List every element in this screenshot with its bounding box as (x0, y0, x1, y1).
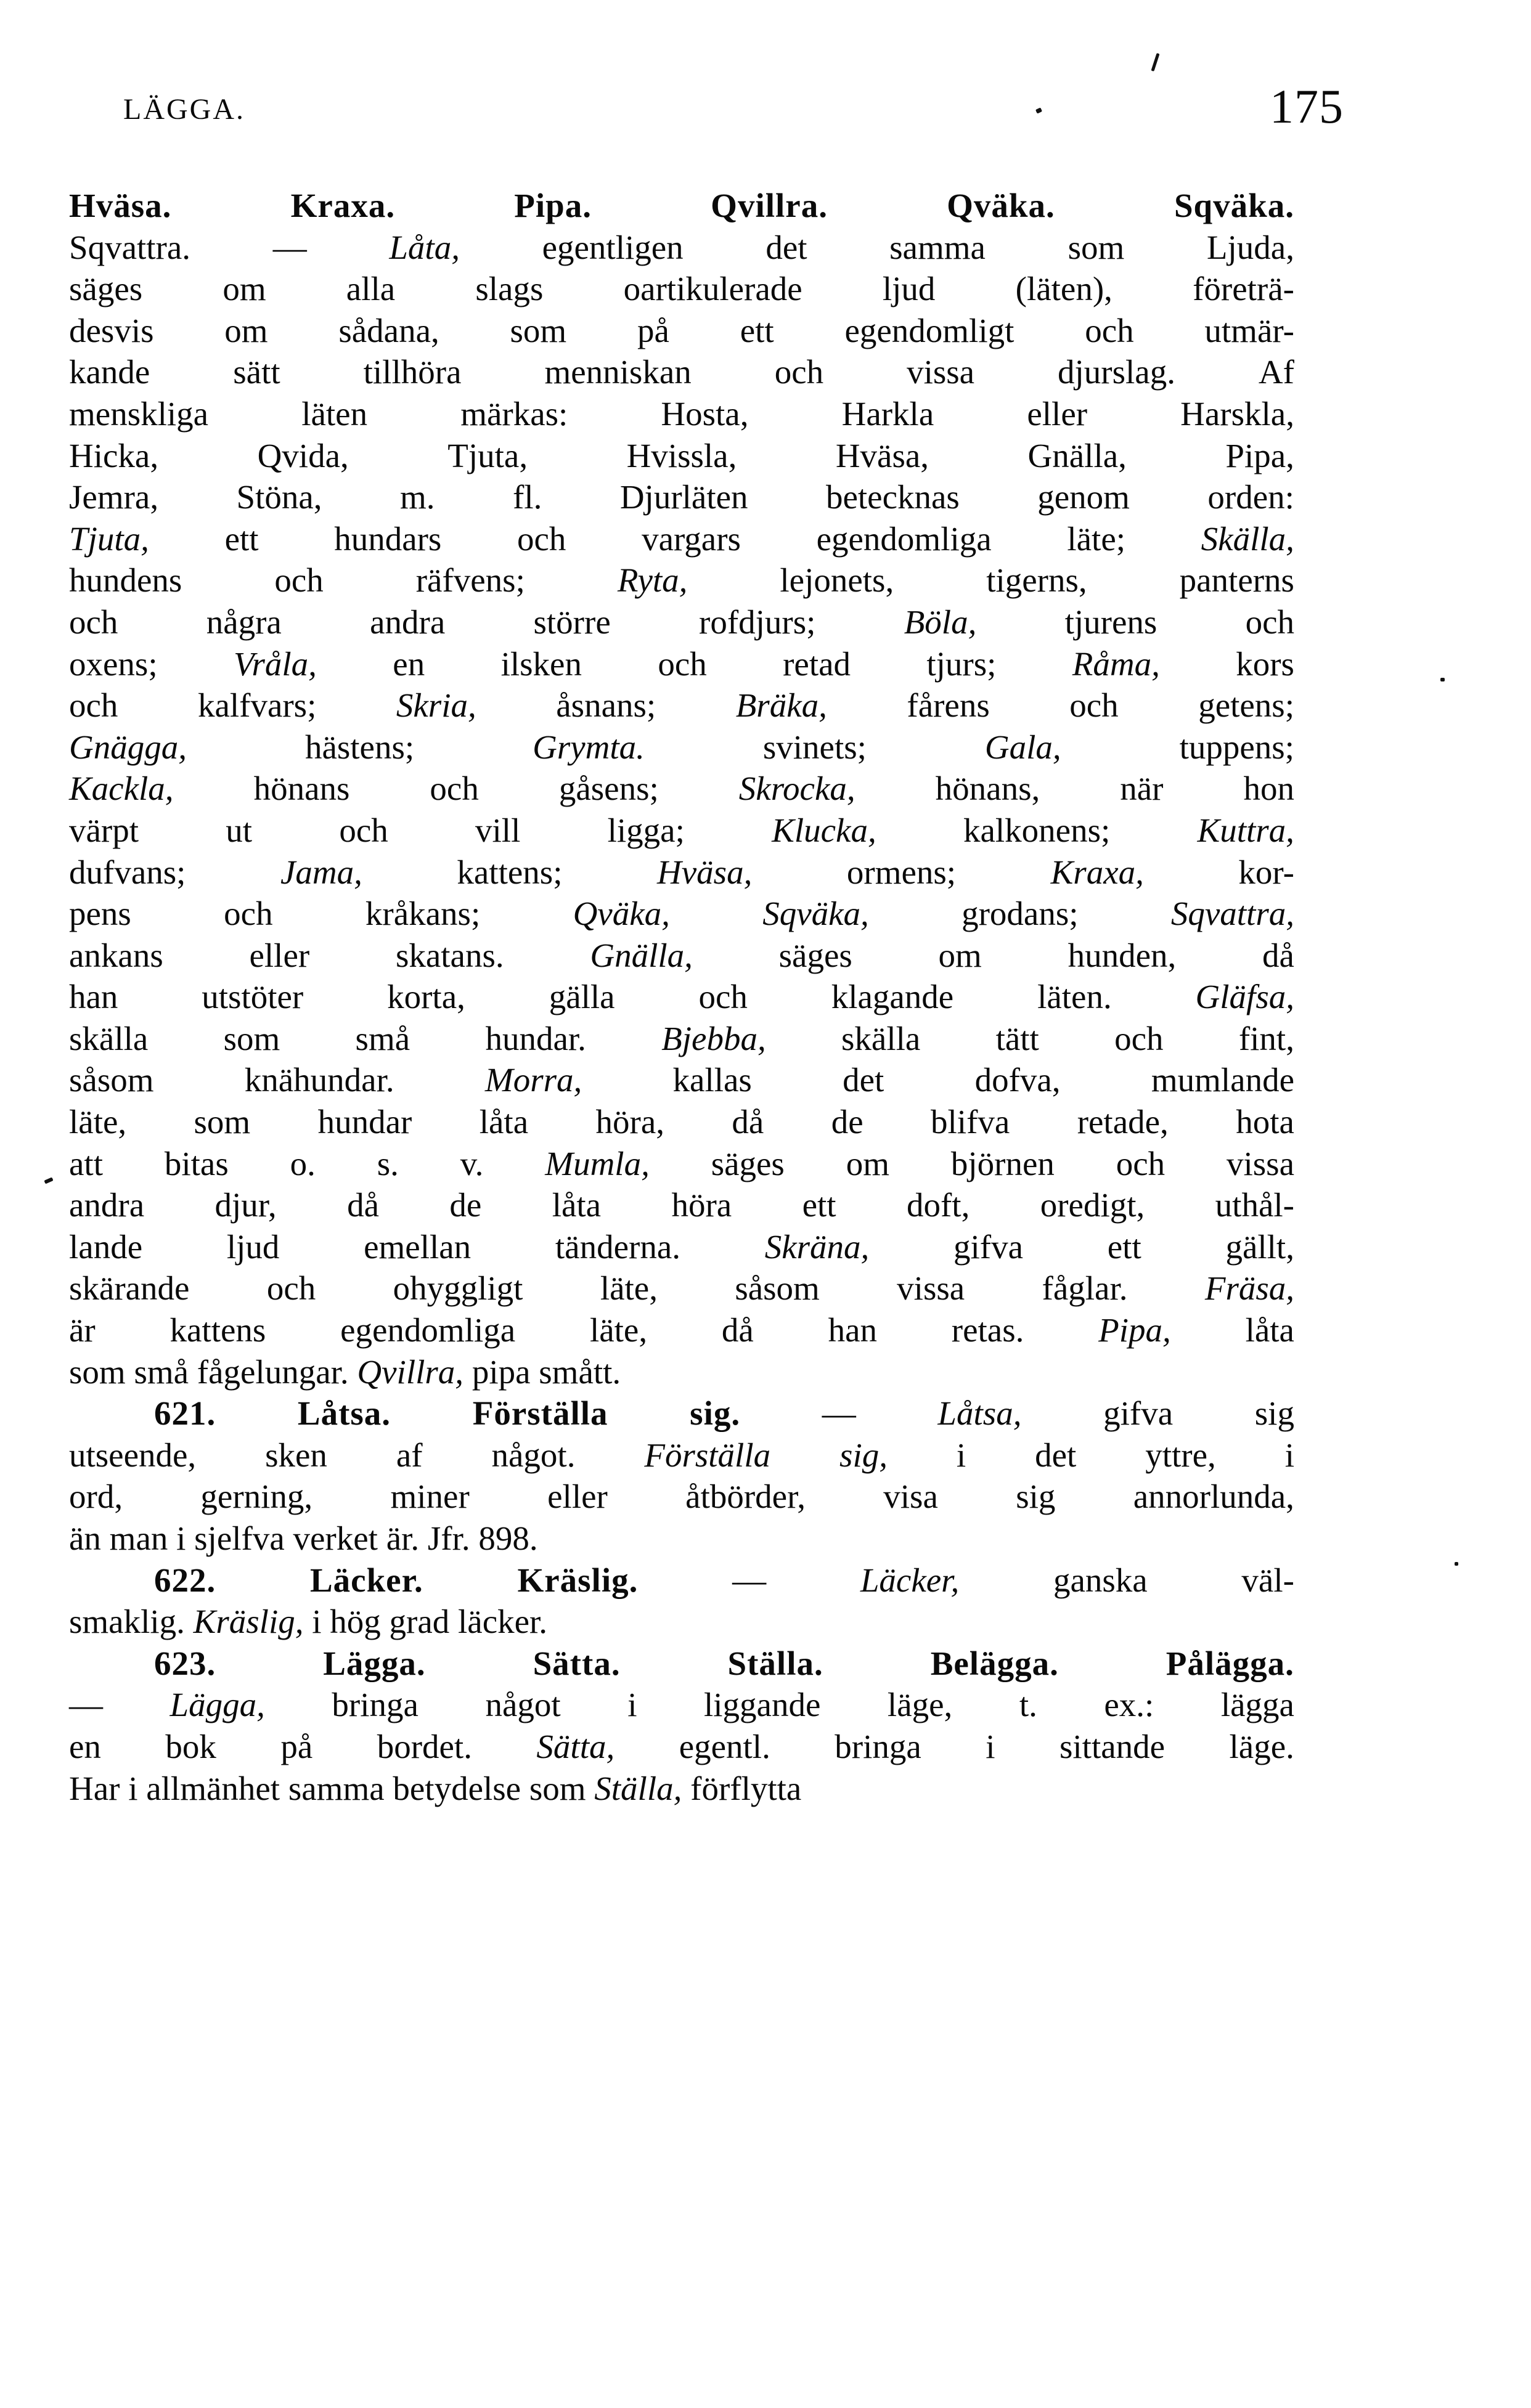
text-line: och kalfvars; Skria, åsnans; Bräka, fårens och getens; (69, 686, 1294, 725)
text-line: än man i sjelfva verket är. Jfr. 898. (69, 1519, 538, 1557)
text-line: Jemra, Stöna, m. fl. Djurläten betecknas genom orden: (69, 478, 1294, 516)
text-line: Hicka, Qvida, Tjuta, Hvissla, Hväsa, Gnälla, Pipa, (69, 436, 1294, 474)
text-line: 621. Låtsa. Förställa sig. — Låtsa, gifva sig (154, 1394, 1294, 1433)
text-line: ankans eller skatans. Gnälla, säges om hunden, då (69, 936, 1294, 974)
text-line: 622. Läcker. Kräslig. — Läcker, ganska väl- (154, 1561, 1294, 1599)
text-line: en bok på bordet. Sätta, egentl. bringa i sittande läge. (69, 1727, 1294, 1765)
scan-artifact-speck (1440, 678, 1445, 681)
running-head-title: LÄGGA. (123, 93, 245, 126)
scan-artifact-speck (44, 1177, 53, 1184)
headword: Qväka. (947, 187, 1055, 224)
scan-artifact-speck (1151, 53, 1159, 71)
text-line: 623. Lägga. Sätta. Ställa. Belägga. Pålägga. (154, 1644, 1294, 1682)
text-line: andra djur, då de låta höra ett doft, oredigt, uthål- (69, 1186, 1294, 1224)
text-line: kande sätt tillhöra menniskan och vissa djurslag. Af (69, 353, 1294, 391)
text-line: Gnägga, hästens; Grymta. svinets; Gala, tuppens; (69, 728, 1294, 766)
scan-artifact-speck (1455, 1562, 1458, 1566)
text-line: och några andra större rofdjurs; Böla, tjurens och (69, 603, 1294, 641)
headword: Kraxa. (290, 187, 396, 224)
text-line: Har i allmänhet samma betydelse som Ställa, förflytta (69, 1769, 802, 1807)
text-line: dufvans; Jama, kattens; Hväsa, ormens; Kraxa, kor- (69, 853, 1294, 891)
headword: Qvillra. (711, 187, 828, 224)
text-line: såsom knähundar. Morra, kallas det dofva, mumlande (69, 1061, 1294, 1099)
page-number: 175 (1270, 79, 1344, 133)
text-line: som små fågelungar. Qvillra, pipa smått. (69, 1352, 621, 1391)
headword: Hväsa. (69, 187, 172, 224)
text-line: skärande och ohyggligt läte, såsom vissa fåglar. Fräsa, (69, 1269, 1294, 1308)
text-line: smaklig. Kräslig, i hög grad läcker. (69, 1603, 548, 1641)
text-line: värpt ut och vill ligga; Klucka, kalkonens; Kuttra, (69, 811, 1294, 849)
text-line: han utstöter korta, gälla och klagande läten. Gläfsa, (69, 978, 1294, 1016)
text-line: hundens och räfvens; Ryta, lejonets, tigerns, panterns (69, 561, 1294, 600)
headword: Sqväka. (1174, 187, 1294, 224)
text-line: Sqvattra. — Låta, egentligen det samma som Ljuda, (69, 228, 1294, 266)
text-line: är kattens egendomliga läte, då han retas. Pipa, låta (69, 1311, 1294, 1349)
text-line: ord, gerning, miner eller åtbörder, visa sig annorlunda, (69, 1478, 1294, 1516)
text-line: utseende, sken af något. Förställa sig, i det yttre, i (69, 1436, 1294, 1474)
text-line: pens och kråkans; Qväka, Sqväka, grodans; Sqvattra, (69, 895, 1294, 933)
text-line: Tjuta, ett hundars och vargars egendomliga läte; Skälla, (69, 519, 1294, 558)
text-line: skälla som små hundar. Bjebba, skälla tätt och fint, (69, 1019, 1294, 1057)
text-line: lande ljud emellan tänderna. Skräna, gifva ett gällt, (69, 1227, 1294, 1266)
text-line: oxens; Vråla, en ilsken och retad tjurs; Råma, kors (69, 645, 1294, 683)
headword: Pipa. (514, 187, 592, 224)
text-line: menskliga läten märkas: Hosta, Harkla eller Harskla, (69, 394, 1294, 433)
text-line: Kackla, hönans och gåsens; Skrocka, hönans, när hon (69, 770, 1294, 808)
text-line: — Lägga, bringa något i liggande läge, t. ex.: lägga (69, 1686, 1294, 1724)
text-line: läte, som hundar låta höra, då de blifva retade, hota (69, 1103, 1294, 1141)
page-text-body (69, 185, 1294, 1809)
text-line: säges om alla slags oartikulerade ljud (läten), företrä- (69, 270, 1294, 308)
text-line (69, 185, 1294, 227)
text-line: desvis om sådana, som på ett egendomligt och utmär- (69, 311, 1294, 349)
text-line: att bitas o. s. v. Mumla, säges om björnen och vissa (69, 1144, 1294, 1182)
running-head (123, 79, 1418, 148)
